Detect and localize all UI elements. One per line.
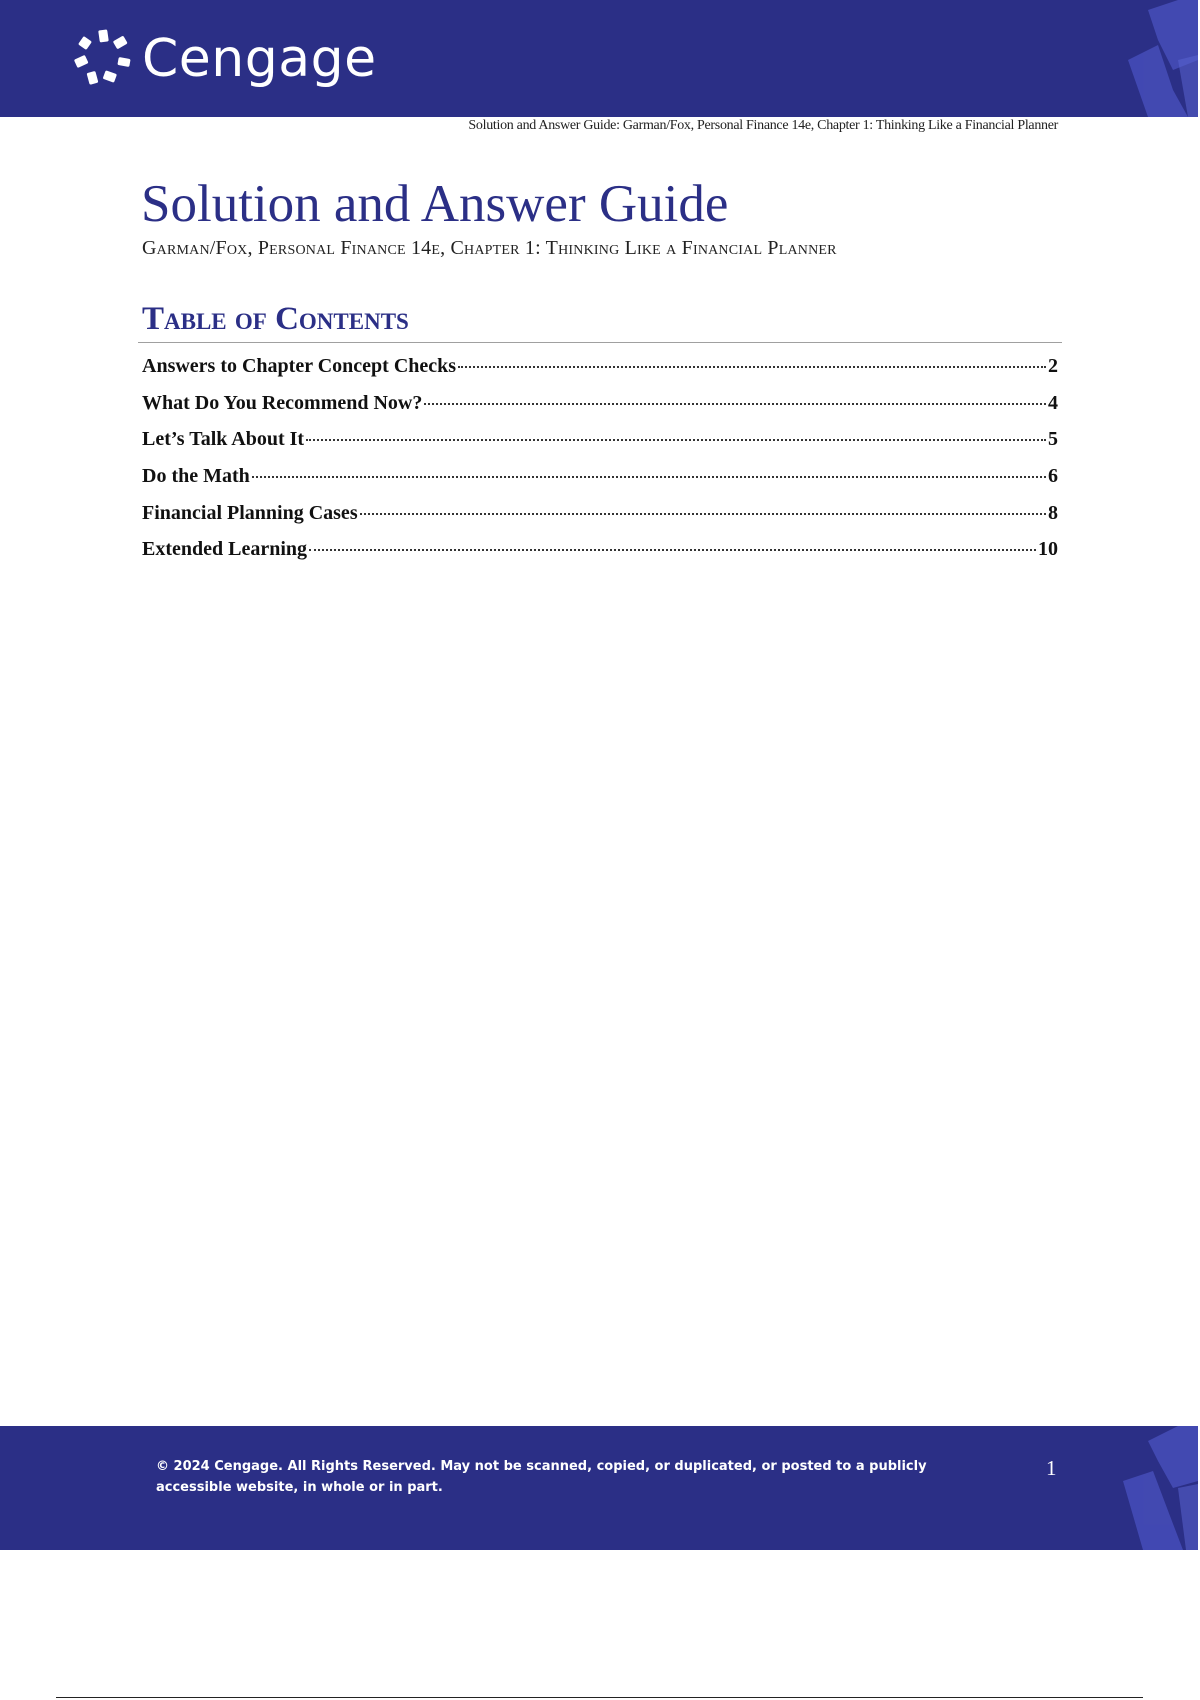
toc-heading: Table of Contents: [142, 301, 409, 337]
toc-divider: [138, 342, 1062, 343]
footer-banner: [0, 1426, 1198, 1550]
toc-item-extended-learning[interactable]: [142, 538, 1058, 575]
toc-leader-dots: [360, 513, 1046, 515]
cengage-logo: [72, 28, 377, 90]
table-of-contents: [142, 355, 1058, 575]
toc-item-page: 6: [1048, 465, 1058, 488]
toc-item-label: Let’s Talk About It: [142, 428, 305, 451]
cengage-logo-icon: [72, 28, 134, 90]
copyright-notice: © 2024 Cengage. All Rights Reserved. May not be scanned, copied, or duplicated, or posted to a publicly accessible website, in whole or in part.: [156, 1459, 927, 1495]
toc-item-page: 2: [1048, 355, 1058, 377]
toc-leader-dots: [458, 366, 1046, 368]
toc-item-label: Extended Learning: [142, 538, 308, 561]
footer-decoration-icon: [1108, 1426, 1198, 1550]
toc-item-page: 4: [1048, 391, 1058, 414]
header-decoration-icon: [1118, 0, 1198, 117]
toc-item-lets-talk[interactable]: [142, 428, 1058, 465]
toc-leader-dots: [306, 439, 1046, 441]
toc-leader-dots: [424, 403, 1046, 405]
toc-item-page: 5: [1048, 428, 1058, 451]
toc-item-label: Answers to Chapter Concept Checks: [142, 355, 457, 377]
toc-item-concept-checks[interactable]: [142, 355, 1058, 392]
toc-item-page: 8: [1048, 501, 1058, 524]
header-banner: [0, 0, 1198, 117]
toc-item-label: Do the Math: [142, 465, 250, 488]
toc-leader-dots: [309, 549, 1036, 551]
document-title: Solution and Answer Guide: [141, 175, 729, 233]
running-head: Solution and Answer Guide: Garman/Fox, Personal Finance 14e, Chapter 1: Thinking Like a Financial Planner: [468, 118, 1058, 133]
toc-item-label: What Do You Recommend Now?: [142, 391, 423, 414]
document-subtitle: Garman/Fox, Personal Finance 14e, Chapter 1: Thinking Like a Financial Planner: [142, 237, 837, 259]
toc-item-recommend-now[interactable]: [142, 392, 1058, 429]
brand-name: Cengage: [142, 29, 377, 89]
page-bottom-rule: [56, 1697, 1143, 1698]
toc-item-label: Financial Planning Cases: [142, 501, 358, 524]
toc-item-planning-cases[interactable]: [142, 502, 1058, 539]
toc-item-page: 10: [1038, 538, 1058, 561]
toc-item-do-the-math[interactable]: [142, 465, 1058, 502]
page-number: 1: [1046, 1456, 1057, 1480]
toc-leader-dots: [252, 476, 1046, 478]
